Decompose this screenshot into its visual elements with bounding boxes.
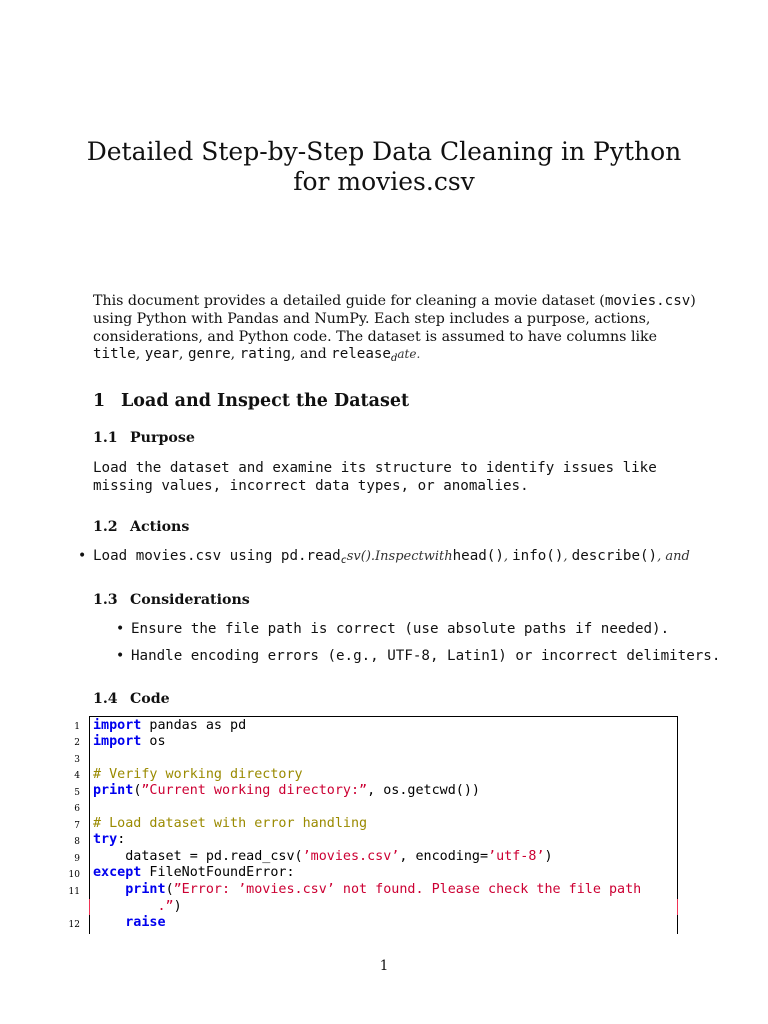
intro-line-3: considerations, and Python code. The dataset is assumed to have columns like — [93, 329, 658, 345]
line-number: 2 — [74, 738, 80, 748]
document-title-line2: for movies.csv — [293, 167, 475, 196]
code-keyword: try — [93, 832, 118, 847]
code-text: ) — [173, 899, 182, 914]
code-text: ) — [544, 849, 553, 864]
code-comment: # Verify working directory — [93, 767, 303, 782]
code-method: head() — [452, 548, 504, 564]
code-keyword: print — [93, 783, 134, 798]
section-number: 1 — [93, 391, 106, 411]
considerations-bullet-1: Ensure the file path is correct (use absolute paths if needed). — [131, 621, 670, 637]
line-number: 5 — [74, 788, 80, 798]
intro-text: This document provides a detailed guide for cleaning a movie dataset ( — [93, 293, 605, 309]
intro-text: , — [135, 346, 145, 362]
code-text: ( — [165, 882, 174, 897]
line-number: 8 — [74, 837, 80, 847]
subsection-title: Purpose — [130, 430, 195, 446]
actions-bullet-1 — [93, 548, 690, 566]
code-keyword: import — [93, 718, 142, 733]
code-line-9 — [93, 849, 553, 864]
math-comma: , — [503, 549, 513, 564]
intro-text: , — [178, 346, 188, 362]
code-string: ’movies.csv’ — [302, 849, 400, 864]
line-number: 1 — [74, 722, 80, 732]
column-name: rating — [239, 346, 291, 362]
intro-text: ) — [690, 293, 696, 309]
column-name: title — [93, 346, 136, 362]
code-text: pandas as pd — [141, 718, 247, 733]
subsection-heading-actions — [93, 519, 189, 535]
code-line-5 — [93, 783, 480, 798]
section-heading-1 — [93, 391, 409, 411]
code-string: ’utf-8’ — [488, 849, 545, 864]
subsection-title: Actions — [130, 519, 190, 535]
code-string: ”Error: ’movies.csv’ not found. Please check the file path — [173, 882, 642, 897]
purpose-text-line-1: Load the dataset and examine its structure to identify issues like — [93, 460, 657, 476]
bullet-mark: • — [116, 621, 125, 637]
intro-line-1 — [93, 292, 696, 310]
code-text: FileNotFoundError: — [141, 865, 295, 880]
code-line-2 — [93, 734, 166, 749]
math-subscript: d — [390, 353, 398, 364]
code-text: , os.getcwd()) — [367, 783, 480, 798]
code-string: ”Current working directory:” — [141, 783, 368, 798]
code-comment: # Load dataset with error handling — [93, 816, 368, 831]
code-line-11-continued — [93, 899, 182, 914]
math-italic-text: ate. — [397, 347, 421, 361]
bullet-text: Load movies.csv using pd.read — [93, 548, 341, 564]
bullet-mark: • — [78, 548, 87, 564]
intro-text: , and — [290, 346, 332, 362]
code-keyword: except — [93, 865, 142, 880]
code-keyword: raise — [125, 915, 166, 930]
line-number: 4 — [74, 771, 80, 781]
code-line-7 — [93, 816, 367, 831]
section-title: Load and Inspect the Dataset — [121, 391, 410, 411]
subsection-heading-considerations — [93, 592, 250, 608]
subsection-number: 1.3 — [93, 592, 118, 608]
line-number: 9 — [74, 854, 80, 864]
line-number: 12 — [68, 920, 80, 930]
line-number: 3 — [74, 755, 80, 765]
document-title-line1: Detailed Step-by-Step Data Cleaning in Python — [86, 137, 682, 166]
subsection-number: 1.2 — [93, 519, 118, 535]
code-text: , encoding= — [399, 849, 489, 864]
code-text: dataset = pd.read_csv( — [93, 849, 303, 864]
line-number: 10 — [68, 870, 80, 880]
code-line-8 — [93, 832, 125, 847]
code-text: os — [141, 734, 166, 749]
math-comma: , — [563, 549, 572, 564]
intro-line-4 — [93, 345, 420, 368]
column-name: genre — [187, 346, 231, 362]
subsection-heading-purpose — [93, 430, 195, 446]
code-line-10 — [93, 865, 295, 880]
code-text: : — [117, 832, 126, 847]
code-string: .” — [157, 899, 174, 914]
code-keyword: print — [125, 882, 166, 897]
code-keyword: import — [93, 734, 142, 749]
page-number: 1 — [379, 958, 389, 974]
column-name: release — [331, 346, 391, 362]
math-italic-text: , and — [657, 549, 690, 564]
line-number: 11 — [68, 887, 80, 897]
code-line-1 — [93, 718, 246, 733]
intro-text: , — [230, 346, 240, 362]
code-line-11 — [93, 882, 641, 897]
code-method: info() — [512, 548, 564, 564]
subsection-heading-code — [93, 691, 170, 707]
bullet-mark: • — [116, 648, 125, 664]
line-break-marker — [89, 899, 90, 915]
subsection-number: 1.1 — [93, 430, 118, 446]
intro-line-2: using Python with Pandas and NumPy. Each step includes a purpose, actions, — [93, 311, 651, 327]
code-text: ( — [133, 783, 142, 798]
code-line-4 — [93, 767, 303, 782]
purpose-text-line-2: missing values, incorrect data types, or anomalies. — [93, 478, 529, 494]
subsection-title: Considerations — [130, 592, 250, 608]
considerations-bullet-2: Handle encoding errors (e.g., UTF-8, Latin1) or incorrect delimiters. — [131, 648, 721, 664]
math-subscript: c — [340, 555, 347, 566]
code-indent — [93, 915, 125, 930]
line-number: 6 — [74, 804, 80, 814]
intro-code-filename: movies.csv — [604, 293, 691, 309]
code-line-12 — [93, 915, 166, 930]
code-method: describe() — [571, 548, 658, 564]
math-italic-text: sv().Inspectwith — [346, 549, 453, 564]
code-indent — [93, 882, 125, 897]
subsection-number: 1.4 — [93, 691, 118, 707]
line-number: 7 — [74, 821, 80, 831]
subsection-title: Code — [130, 691, 170, 707]
code-indent — [93, 899, 158, 914]
column-name: year — [144, 346, 179, 362]
line-break-marker — [677, 899, 678, 915]
